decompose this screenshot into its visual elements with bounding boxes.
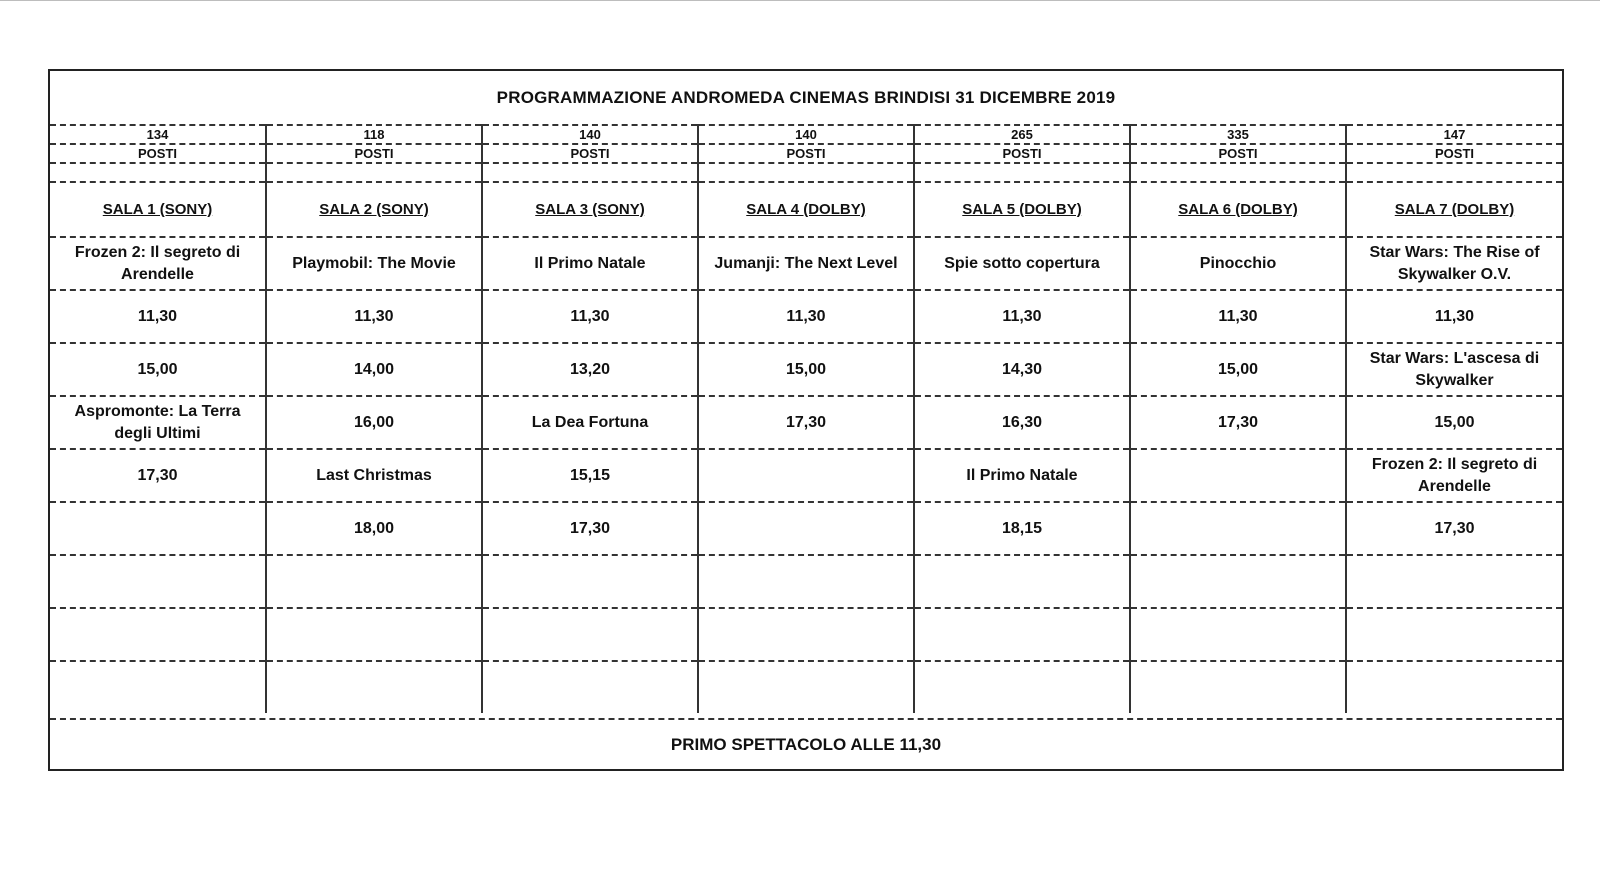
schedule-row <box>50 237 1562 290</box>
top-divider <box>0 0 1600 1</box>
schedule-cell: 11,30 <box>266 290 482 343</box>
spacer-cell <box>698 163 914 182</box>
schedule-cell: 14,30 <box>914 343 1130 396</box>
schedule-cell: Il Primo Natale <box>914 449 1130 502</box>
spacer-cell <box>482 163 698 182</box>
schedule-cell: 11,30 <box>50 290 266 343</box>
schedule-cell: 16,00 <box>266 396 482 449</box>
empty-cell <box>698 661 914 713</box>
schedule-cell: 15,00 <box>1130 343 1346 396</box>
hall-name: SALA 3 (SONY) <box>482 182 698 237</box>
schedule-cell: Last Christmas <box>266 449 482 502</box>
schedule-table <box>50 124 1562 713</box>
page-title: PROGRAMMAZIONE ANDROMEDA CINEMAS BRINDISI 31 DICEMBRE 2019 <box>496 87 1116 107</box>
schedule-cell: Pinocchio <box>1130 237 1346 290</box>
spacer-row <box>50 163 1562 182</box>
schedule-cell: 18,00 <box>266 502 482 555</box>
schedule-cell: 11,30 <box>914 290 1130 343</box>
first-show-note: PRIMO SPETTACOLO ALLE 11,30 <box>50 718 1562 769</box>
seats-label: POSTI <box>1346 144 1562 163</box>
schedule-cell: 15,00 <box>1346 396 1562 449</box>
seats-count: 147 <box>1346 125 1562 144</box>
schedule-cell: 15,00 <box>50 343 266 396</box>
hall-name: SALA 7 (DOLBY) <box>1346 182 1562 237</box>
schedule-cell: Frozen 2: Il segreto di Arendelle <box>50 237 266 290</box>
seats-count: 140 <box>698 125 914 144</box>
schedule-cell: Playmobil: The Movie <box>266 237 482 290</box>
schedule-cell: 17,30 <box>50 449 266 502</box>
schedule-cell: Jumanji: The Next Level <box>698 237 914 290</box>
schedule-cell: Star Wars: L'ascesa di Skywalker <box>1346 343 1562 396</box>
schedule-cell <box>698 502 914 555</box>
hall-name: SALA 5 (DOLBY) <box>914 182 1130 237</box>
schedule-cell: 11,30 <box>1346 290 1562 343</box>
spacer-cell <box>50 163 266 182</box>
empty-row <box>50 661 1562 713</box>
hall-name: SALA 2 (SONY) <box>266 182 482 237</box>
schedule-cell: 15,15 <box>482 449 698 502</box>
hall-name: SALA 6 (DOLBY) <box>1130 182 1346 237</box>
schedule-row <box>50 343 1562 396</box>
empty-cell <box>50 555 266 608</box>
schedule-cell <box>698 449 914 502</box>
schedule-cell: 11,30 <box>1130 290 1346 343</box>
schedule-cell: 11,30 <box>698 290 914 343</box>
seats-label: POSTI <box>50 144 266 163</box>
seats-count-row <box>50 125 1562 144</box>
schedule-cell: 16,30 <box>914 396 1130 449</box>
schedule-cell: 17,30 <box>482 502 698 555</box>
schedule-row <box>50 290 1562 343</box>
schedule-cell: 11,30 <box>482 290 698 343</box>
schedule-cell: 14,00 <box>266 343 482 396</box>
empty-cell <box>482 608 698 661</box>
seats-label: POSTI <box>698 144 914 163</box>
empty-cell <box>266 555 482 608</box>
empty-row <box>50 555 1562 608</box>
seats-count: 118 <box>266 125 482 144</box>
schedule-cell: Spie sotto copertura <box>914 237 1130 290</box>
schedule-cell: Il Primo Natale <box>482 237 698 290</box>
spacer-cell <box>266 163 482 182</box>
empty-cell <box>698 608 914 661</box>
schedule-row <box>50 449 1562 502</box>
schedule-cell: 13,20 <box>482 343 698 396</box>
hall-name: SALA 1 (SONY) <box>50 182 266 237</box>
empty-cell <box>1130 555 1346 608</box>
schedule-cell: Aspromonte: La Terra degli Ultimi <box>50 396 266 449</box>
schedule-cell: 15,00 <box>698 343 914 396</box>
hall-name: SALA 4 (DOLBY) <box>698 182 914 237</box>
empty-cell <box>698 555 914 608</box>
schedule-row <box>50 502 1562 555</box>
hall-name-row <box>50 182 1562 237</box>
seats-label: POSTI <box>914 144 1130 163</box>
schedule-sheet <box>48 69 1564 771</box>
empty-cell <box>1346 661 1562 713</box>
seats-count: 140 <box>482 125 698 144</box>
empty-cell <box>50 608 266 661</box>
seats-count: 134 <box>50 125 266 144</box>
schedule-cell <box>1130 502 1346 555</box>
schedule-cell: Frozen 2: Il segreto di Arendelle <box>1346 449 1562 502</box>
seats-count: 265 <box>914 125 1130 144</box>
empty-cell <box>914 608 1130 661</box>
schedule-cell: La Dea Fortuna <box>482 396 698 449</box>
schedule-cell: 17,30 <box>698 396 914 449</box>
empty-cell <box>482 661 698 713</box>
empty-cell <box>1346 555 1562 608</box>
seats-label: POSTI <box>266 144 482 163</box>
schedule-cell <box>50 502 266 555</box>
empty-cell <box>914 555 1130 608</box>
empty-cell <box>1346 608 1562 661</box>
seats-count: 335 <box>1130 125 1346 144</box>
seats-label: POSTI <box>482 144 698 163</box>
spacer-cell <box>1130 163 1346 182</box>
schedule-cell <box>1130 449 1346 502</box>
schedule-cell: 17,30 <box>1130 396 1346 449</box>
empty-row <box>50 608 1562 661</box>
empty-cell <box>266 608 482 661</box>
empty-cell <box>1130 608 1346 661</box>
spacer-cell <box>914 163 1130 182</box>
schedule-cell: Star Wars: The Rise of Skywalker O.V. <box>1346 237 1562 290</box>
empty-cell <box>914 661 1130 713</box>
seats-label: POSTI <box>1130 144 1346 163</box>
empty-cell <box>482 555 698 608</box>
empty-cell <box>50 661 266 713</box>
schedule-row <box>50 396 1562 449</box>
spacer-cell <box>1346 163 1562 182</box>
seats-label-row <box>50 144 1562 163</box>
schedule-cell: 17,30 <box>1346 502 1562 555</box>
schedule-cell: 18,15 <box>914 502 1130 555</box>
empty-cell <box>266 661 482 713</box>
empty-cell <box>1130 661 1346 713</box>
